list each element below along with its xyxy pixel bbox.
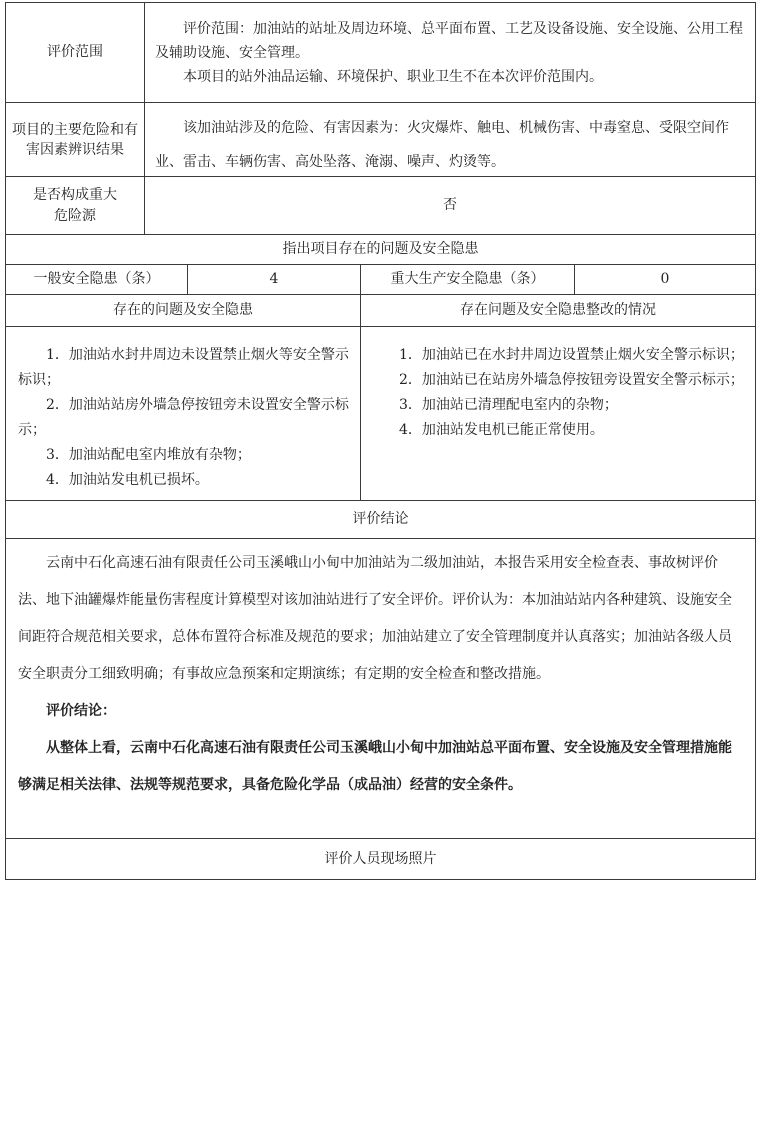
- problems-list: [6, 327, 360, 500]
- problem-item: 1．加油站水封井周边未设置禁止烟火等安全警示标识；: [18, 347, 349, 388]
- hazards-content: [145, 103, 755, 176]
- rectification-item: 3．加油站已清理配电室内的杂物；: [399, 397, 618, 413]
- scope-content: [145, 3, 755, 102]
- conclusion-header: 评价结论: [6, 501, 755, 539]
- problems-column-header: 存在的问题及安全隐患: [113, 302, 253, 318]
- issues-detail-row: [6, 327, 755, 501]
- counts-row: [6, 265, 755, 295]
- problem-item: 3．加油站配电室内堆放有杂物；: [46, 447, 251, 463]
- columns-header-row: [6, 295, 755, 327]
- scope-line-2: 本项目的站外油品运输、环境保护、职业卫生不在本次评价范围内。: [183, 69, 603, 85]
- hazards-label: 项目的主要危险和有害因素辨识结果: [12, 121, 138, 158]
- rectification-list: [361, 327, 755, 500]
- major-hazard-count: 0: [660, 271, 670, 287]
- rectification-item: 2．加油站已在站房外墙急停按钮旁设置安全警示标示；: [399, 372, 744, 388]
- general-hazard-count: 4: [269, 271, 279, 287]
- photo-header: 评价人员现场照片: [324, 851, 437, 867]
- rectification-item: 1．加油站已在水封井周边设置禁止烟火安全警示标识；: [399, 347, 744, 363]
- hazards-row: [6, 103, 755, 177]
- conclusion-row: [6, 539, 755, 839]
- conclusion-body: [6, 539, 755, 838]
- major-hazard-label: 是否构成重大危险源: [33, 186, 117, 224]
- rectification-column-header: 存在问题及安全隐患整改的情况: [460, 302, 656, 318]
- conclusion-title: 评价结论：: [46, 703, 116, 719]
- hazards-text: 该加油站涉及的危险、有害因素为：火灾爆炸、触电、机械伤害、中毒窒息、受限空间作业、雷击、车辆伤害、高处坠落、淹溺、噪声、灼烫等。: [155, 120, 729, 170]
- evaluation-table: [5, 2, 756, 880]
- general-hazard-label: 一般安全隐患（条）: [33, 271, 160, 287]
- major-hazard-row: [6, 177, 755, 235]
- issues-header: 指出项目存在的问题及安全隐患: [6, 235, 755, 265]
- scope-row: [6, 3, 755, 103]
- problem-item: 2．加油站站房外墙急停按钮旁未设置安全警示标示；: [18, 397, 349, 438]
- problem-item: 4．加油站发电机已损坏。: [46, 472, 209, 488]
- rectification-item: 4．加油站发电机已能正常使用。: [399, 422, 604, 438]
- conclusion-summary: 从整体上看，云南中石化高速石油有限责任公司玉溪峨山小甸中加油站总平面布置、安全设施及安全管理措施能够满足相关法律、法规等规范要求，具备危险化学品（成品油）经营的安全条件。: [18, 740, 732, 793]
- conclusion-text: 云南中石化高速石油有限责任公司玉溪峨山小甸中加油站为二级加油站，本报告采用安全检查表、事故树评价法、地下油罐爆炸能量伤害程度计算模型对该加油站进行了安全评价。评价认为：本加油站站内各种建筑、设施安全间距符合规范相关要求，总体布置符合标准及规范的要求；加油站建立了安全管理制度并认真落实；加油站各级人员安全职责分工细致明确；有事故应急预案和定期演练；有定期的安全检查和整改措施。: [18, 555, 732, 682]
- scope-label: 评价范围: [47, 44, 103, 60]
- scope-line-1: 评价范围：加油站的站址及周边环境、总平面布置、工艺及设备设施、安全设施、公用工程及辅助设施、安全管理。: [155, 21, 743, 61]
- major-hazard-value: 否: [443, 197, 457, 213]
- major-hazard-count-label: 重大生产安全隐患（条）: [390, 271, 545, 287]
